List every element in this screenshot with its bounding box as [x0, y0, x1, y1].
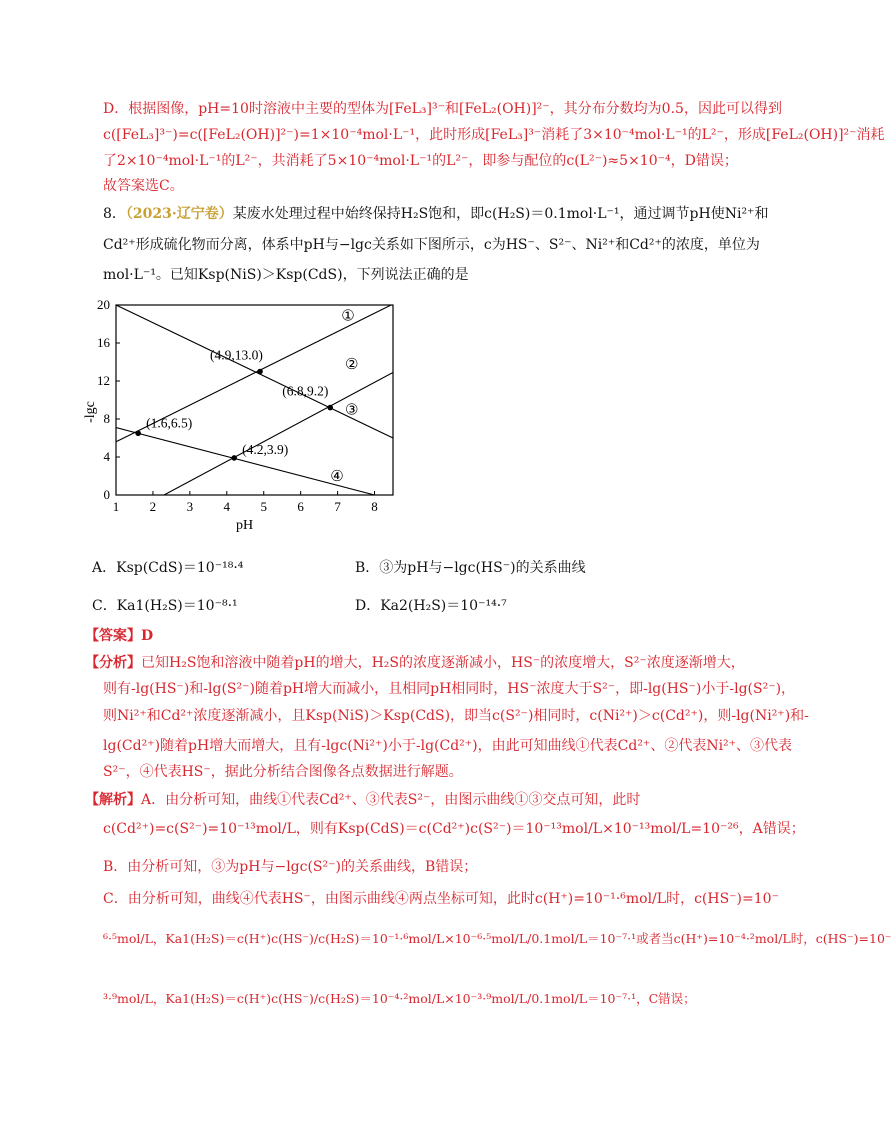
question-line-2: Cd²⁺形成硫化物而分离，体系中pH与−lgc关系如下图所示，c为HS⁻、S²⁻、Ni²⁺和Cd²⁺的浓度，单位为	[103, 237, 760, 253]
point-label: (1.6,6.5)	[146, 415, 193, 431]
x-axis-label: pH	[235, 518, 254, 533]
prev-answer-line-4: 故答案选C。	[103, 178, 184, 194]
answer-value: D	[141, 628, 154, 644]
series-label-2: ②	[344, 354, 359, 373]
y-tick-label: 0	[103, 487, 110, 502]
explanation-line-b1: B．由分析可知，③为pH与−lgc(S²⁻)的关系曲线，B错误；	[103, 859, 478, 875]
explanation-line-a1	[85, 791, 640, 809]
prev-answer-line-3: 了2×10⁻⁴mol·L⁻¹的L²⁻，共消耗了5×10⁻⁴mol·L⁻¹的L²⁻，即参与配位的c(L²⁻)≈5×10⁻⁴，D错误；	[103, 153, 738, 169]
point-label: (4.2,3.9)	[242, 441, 289, 457]
explanation-a1: A．由分析可知，曲线①代表Cd²⁺、③代表S²⁻，由图示曲线①③交点可知，此时	[141, 792, 641, 808]
option-b: B．③为pH与−lgc(HS⁻)的关系曲线	[355, 560, 586, 576]
explanation-tag: 【解析】	[85, 792, 141, 808]
y-tick-label: 20	[97, 297, 110, 312]
analysis-tag: 【分析】	[85, 655, 141, 671]
x-tick-label: 8	[371, 499, 378, 514]
intersection-point	[327, 405, 333, 411]
x-tick-label: 2	[149, 499, 157, 514]
question-text-1: 某废水处理过程中始终保持H₂S饱和，即c(H₂S)＝0.1mol·L⁻¹，通过调节pH使Ni²⁺和	[232, 206, 769, 222]
x-tick-label: 5	[260, 499, 267, 514]
series-label-3: ③	[344, 400, 359, 419]
ph-lgc-chart	[83, 297, 408, 537]
answer-tag: 【答案】	[85, 628, 141, 644]
y-tick-label: 12	[97, 373, 110, 388]
analysis-line-1	[85, 654, 745, 672]
intersection-point	[231, 455, 237, 461]
series-label-1: ①	[341, 306, 355, 325]
question-line-1	[103, 205, 768, 223]
y-tick-label: 4	[103, 449, 110, 464]
option-a: A．Ksp(CdS)＝10⁻¹⁸·⁴	[92, 560, 244, 576]
option-d: D．Ka2(H₂S)＝10⁻¹⁴·⁷	[355, 598, 507, 614]
analysis-text-1: 已知H₂S饱和溶液中随着pH的增大，H₂S的浓度逐渐减小，HS⁻的浓度增大，S²⁻浓度逐渐增大，	[141, 655, 745, 671]
intersection-point	[135, 430, 141, 436]
explanation-line-a2: c(Cd²⁺)=c(S²⁻)=10⁻¹³mol/L，则有Ksp(CdS)＝c(Cd²⁺)c(S²⁻)＝10⁻¹³mol/L×10⁻¹³mol/L=10⁻²⁶，A错误；	[103, 821, 805, 837]
explanation-line-c1: C．由分析可知，曲线④代表HS⁻，由图示曲线④两点坐标可知，此时c(H⁺)=10⁻¹·⁶mol/L时，c(HS⁻)=10⁻	[103, 891, 779, 907]
explanation-line-c3: ³·⁹mol/L，Ka1(H₂S)＝c(H⁺)c(HS⁻)/c(H₂S)＝10⁻⁴·²mol/L×10⁻³·⁹mol/L/0.1mol/L＝10⁻⁷·¹，C错误；	[103, 991, 696, 1006]
answer-line	[85, 627, 153, 645]
x-tick-label: 1	[112, 499, 120, 514]
point-label: (4.9,13.0)	[210, 347, 263, 363]
y-tick-label: 16	[97, 335, 110, 350]
question-source: （2023·辽宁卷）	[125, 206, 233, 222]
question-line-3: mol·L⁻¹。已知Ksp(NiS)＞Ksp(CdS)，下列说法正确的是	[103, 267, 469, 283]
prev-answer-line-1: D．根据图像，pH=10时溶液中主要的型体为[FeL₃]³⁻和[FeL₂(OH)]²⁻，其分布分数均为0.5，因此可以得到	[103, 101, 782, 117]
analysis-line-2: 则有-lg(HS⁻)和-lg(S²⁻)随着pH增大而减小，且相同pH相同时，HS⁻浓度大于S²⁻，即-lg(HS⁻)小于-lg(S²⁻)，	[103, 681, 796, 697]
analysis-line-4: lg(Cd²⁺)随着pH增大而增大，且有-lgc(Ni²⁺)小于-lg(Cd²⁺)，由此可知曲线①代表Cd²⁺、②代表Ni²⁺、③代表	[103, 738, 793, 754]
option-c: C．Ka1(H₂S)＝10⁻⁸·¹	[92, 598, 238, 614]
series-label-4: ④	[330, 467, 344, 485]
point-label: (6.8,9.2)	[282, 383, 329, 399]
explanation-line-c2: ⁶·⁵mol/L，Ka1(H₂S)＝c(H⁺)c(HS⁻)/c(H₂S)＝10⁻¹·⁶mol/L×10⁻⁶·⁵mol/L/0.1mol/L＝10⁻⁷·¹或者当c(H⁺)=10⁻⁴·²mol/L时，c(HS⁻)=10⁻	[103, 931, 892, 946]
prev-answer-line-2: c([FeL₃]³⁻)=c([FeL₂(OH)]²⁻)=1×10⁻⁴mol·L⁻¹，此时形成[FeL₃]³⁻消耗了3×10⁻⁴mol·L⁻¹的L²⁻，形成[FeL₂(OH)]²⁻消耗	[103, 127, 885, 143]
intersection-point	[257, 369, 263, 375]
series-line-3	[164, 372, 393, 495]
x-tick-label: 7	[334, 499, 341, 514]
analysis-line-5: S²⁻，④代表HS⁻，据此分析结合图像各点数据进行解题。	[103, 764, 463, 780]
x-tick-label: 4	[223, 499, 231, 514]
x-tick-label: 3	[186, 499, 194, 514]
analysis-line-3: 则Ni²⁺和Cd²⁺浓度逐渐减小，且Ksp(NiS)＞Ksp(CdS)，即当c(S²⁻)相同时，c(Ni²⁺)＞c(Cd²⁺)，则-lg(Ni²⁺)和-	[103, 708, 809, 724]
y-axis-label: -lgc	[83, 401, 98, 423]
x-tick-label: 6	[297, 499, 304, 514]
question-number: 8．	[103, 206, 126, 222]
y-tick-label: 8	[103, 411, 110, 426]
